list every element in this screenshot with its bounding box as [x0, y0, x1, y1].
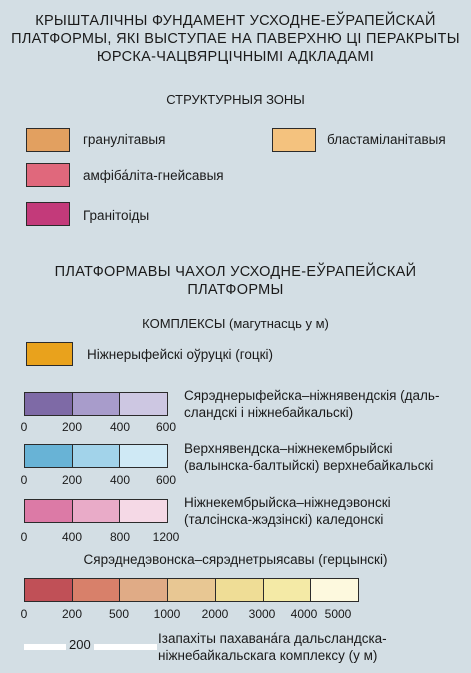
zone-granitoid-label: Гранітоіды: [83, 208, 150, 223]
hercynian-tick: 4000: [290, 607, 318, 621]
title-line-2: ПЛАТФОРМЫ, ЯКІ ВЫСТУПАЕ НА ПАВЕРХНЮ ЦІ ПЕРАКРЫТЫ: [11, 31, 460, 47]
complexes-heading: [0, 316, 471, 331]
scale-caledonian: [24, 499, 168, 523]
scale-hercynian-seg-5: [215, 579, 263, 601]
cover-heading-line-1: ПЛАТФОРМАВЫ ЧАХОЛ УСХОДНЕ-ЕЎРАПЕЙСКАЙ: [54, 264, 417, 280]
hercynian-tick: 500: [108, 607, 130, 621]
cover-heading-line-2: ПЛАТФОРМЫ: [187, 282, 284, 298]
scale-3-tick: 1200: [152, 530, 180, 544]
scale-hercynian-seg-2: [72, 579, 120, 601]
scale-2-tick: 400: [109, 473, 131, 487]
scale-1-tick: 600: [155, 420, 177, 434]
scale-vendian-cambrian-seg-2: [72, 445, 120, 467]
isopach-label-line-1: Ізапахіты пахавана́га дальсландска-: [158, 631, 387, 646]
scale-riphean-vendian: [24, 392, 168, 416]
zone-granulite-swatch: [26, 128, 70, 152]
cover-heading: [0, 263, 471, 299]
scale-hercynian-seg-1: [25, 579, 72, 601]
scale-3-label: [184, 494, 391, 528]
scale-1-label-line-1: Сярэднерыфейска–ніжнявендскія (даль-: [184, 388, 440, 403]
map-title: [0, 12, 471, 66]
hercynian-tick: 1000: [153, 607, 181, 621]
scale-riphean-vendian-seg-3: [119, 393, 167, 415]
complexes-note: (магутнасць у м): [229, 316, 329, 331]
scale-riphean-vendian-seg-1: [25, 393, 72, 415]
scale-vendian-cambrian: [24, 444, 168, 468]
scale-2-tick: 600: [155, 473, 177, 487]
title-line-1: КРЫШТАЛІЧНЫ ФУНДАМЕНТ УСХОДНЕ-ЕЎРАПЕЙСКАЙ: [35, 13, 436, 29]
scale-2-tick: 200: [61, 473, 83, 487]
scale-3-tick: 400: [61, 530, 83, 544]
scale-1-label: [184, 387, 439, 421]
hercynian-tick: 5000: [324, 607, 352, 621]
scale-3-tick: 0: [20, 530, 28, 544]
title-line-3: ЮРСКА-ЧАЦВЯРЦІЧНЫМІ АДКЛАДАМІ: [96, 49, 375, 65]
lower-riphean-label: Ніжнерыфейскі оўруцкі (гоцкі): [87, 347, 274, 362]
scale-vendian-cambrian-seg-1: [25, 445, 72, 467]
scale-caledonian-seg-2: [72, 500, 120, 522]
scale-hercynian-seg-4: [167, 579, 215, 601]
zone-amphibolite-label: амфіба́літа-гнейсавыя: [83, 168, 224, 183]
lower-riphean-swatch: [26, 342, 73, 366]
scale-2-tick: 0: [20, 473, 28, 487]
scale-1-label-line-2: сландскі і ніжнебайкальскі): [184, 405, 354, 420]
scale-2-label: [184, 440, 433, 474]
hercynian-tick: 0: [20, 607, 28, 621]
zone-granitoid-swatch: [26, 202, 70, 226]
isopach-label-line-2: ніжнебайкальскага комплексу (у м): [158, 648, 378, 663]
zones-heading: СТРУКТУРНЫЯ ЗОНЫ: [166, 92, 305, 107]
hercynian-tick: 200: [61, 607, 83, 621]
scale-hercynian-seg-3: [119, 579, 167, 601]
isopach-label: [158, 630, 387, 664]
scale-3-label-line-1: Ніжнекембрыйска–ніжнедэвонскі: [184, 495, 391, 510]
scale-hercynian-seg-6: [263, 579, 311, 601]
zone-amphibolite-swatch: [26, 163, 70, 187]
scale-1-tick: 200: [61, 420, 83, 434]
scale-1-tick: 0: [20, 420, 28, 434]
scale-1-tick: 400: [109, 420, 131, 434]
scale-hercynian-seg-7: [310, 579, 358, 601]
hercynian-label: Сярэднедэвонска–сярэднетрыясавы (герцынскі): [83, 552, 388, 567]
scale-3-tick: 800: [109, 530, 131, 544]
zone-blastomylonite-swatch: [272, 128, 316, 152]
complexes-label: КОМПЛЕКСЫ: [142, 316, 226, 331]
hercynian-tick: 2000: [201, 607, 229, 621]
scale-riphean-vendian-seg-2: [72, 393, 120, 415]
scale-2-label-line-2: (валынска-балтыйскі) верхнебайкальскі: [184, 458, 434, 473]
zone-granulite-label: гранулітавыя: [83, 132, 166, 147]
scale-3-label-line-2: (талсінска-жэдзінскі) каледонскі: [184, 512, 384, 527]
scale-hercynian: [24, 578, 359, 602]
scale-2-label-line-1: Верхнявендска–ніжнекембрыйскі: [184, 441, 393, 456]
scale-vendian-cambrian-seg-3: [119, 445, 167, 467]
zone-blastomylonite-label: бластаміланітавыя: [327, 132, 446, 147]
isopach-value: 200: [66, 637, 94, 652]
scale-caledonian-seg-3: [119, 500, 167, 522]
scale-caledonian-seg-1: [25, 500, 72, 522]
hercynian-tick: 3000: [248, 607, 276, 621]
